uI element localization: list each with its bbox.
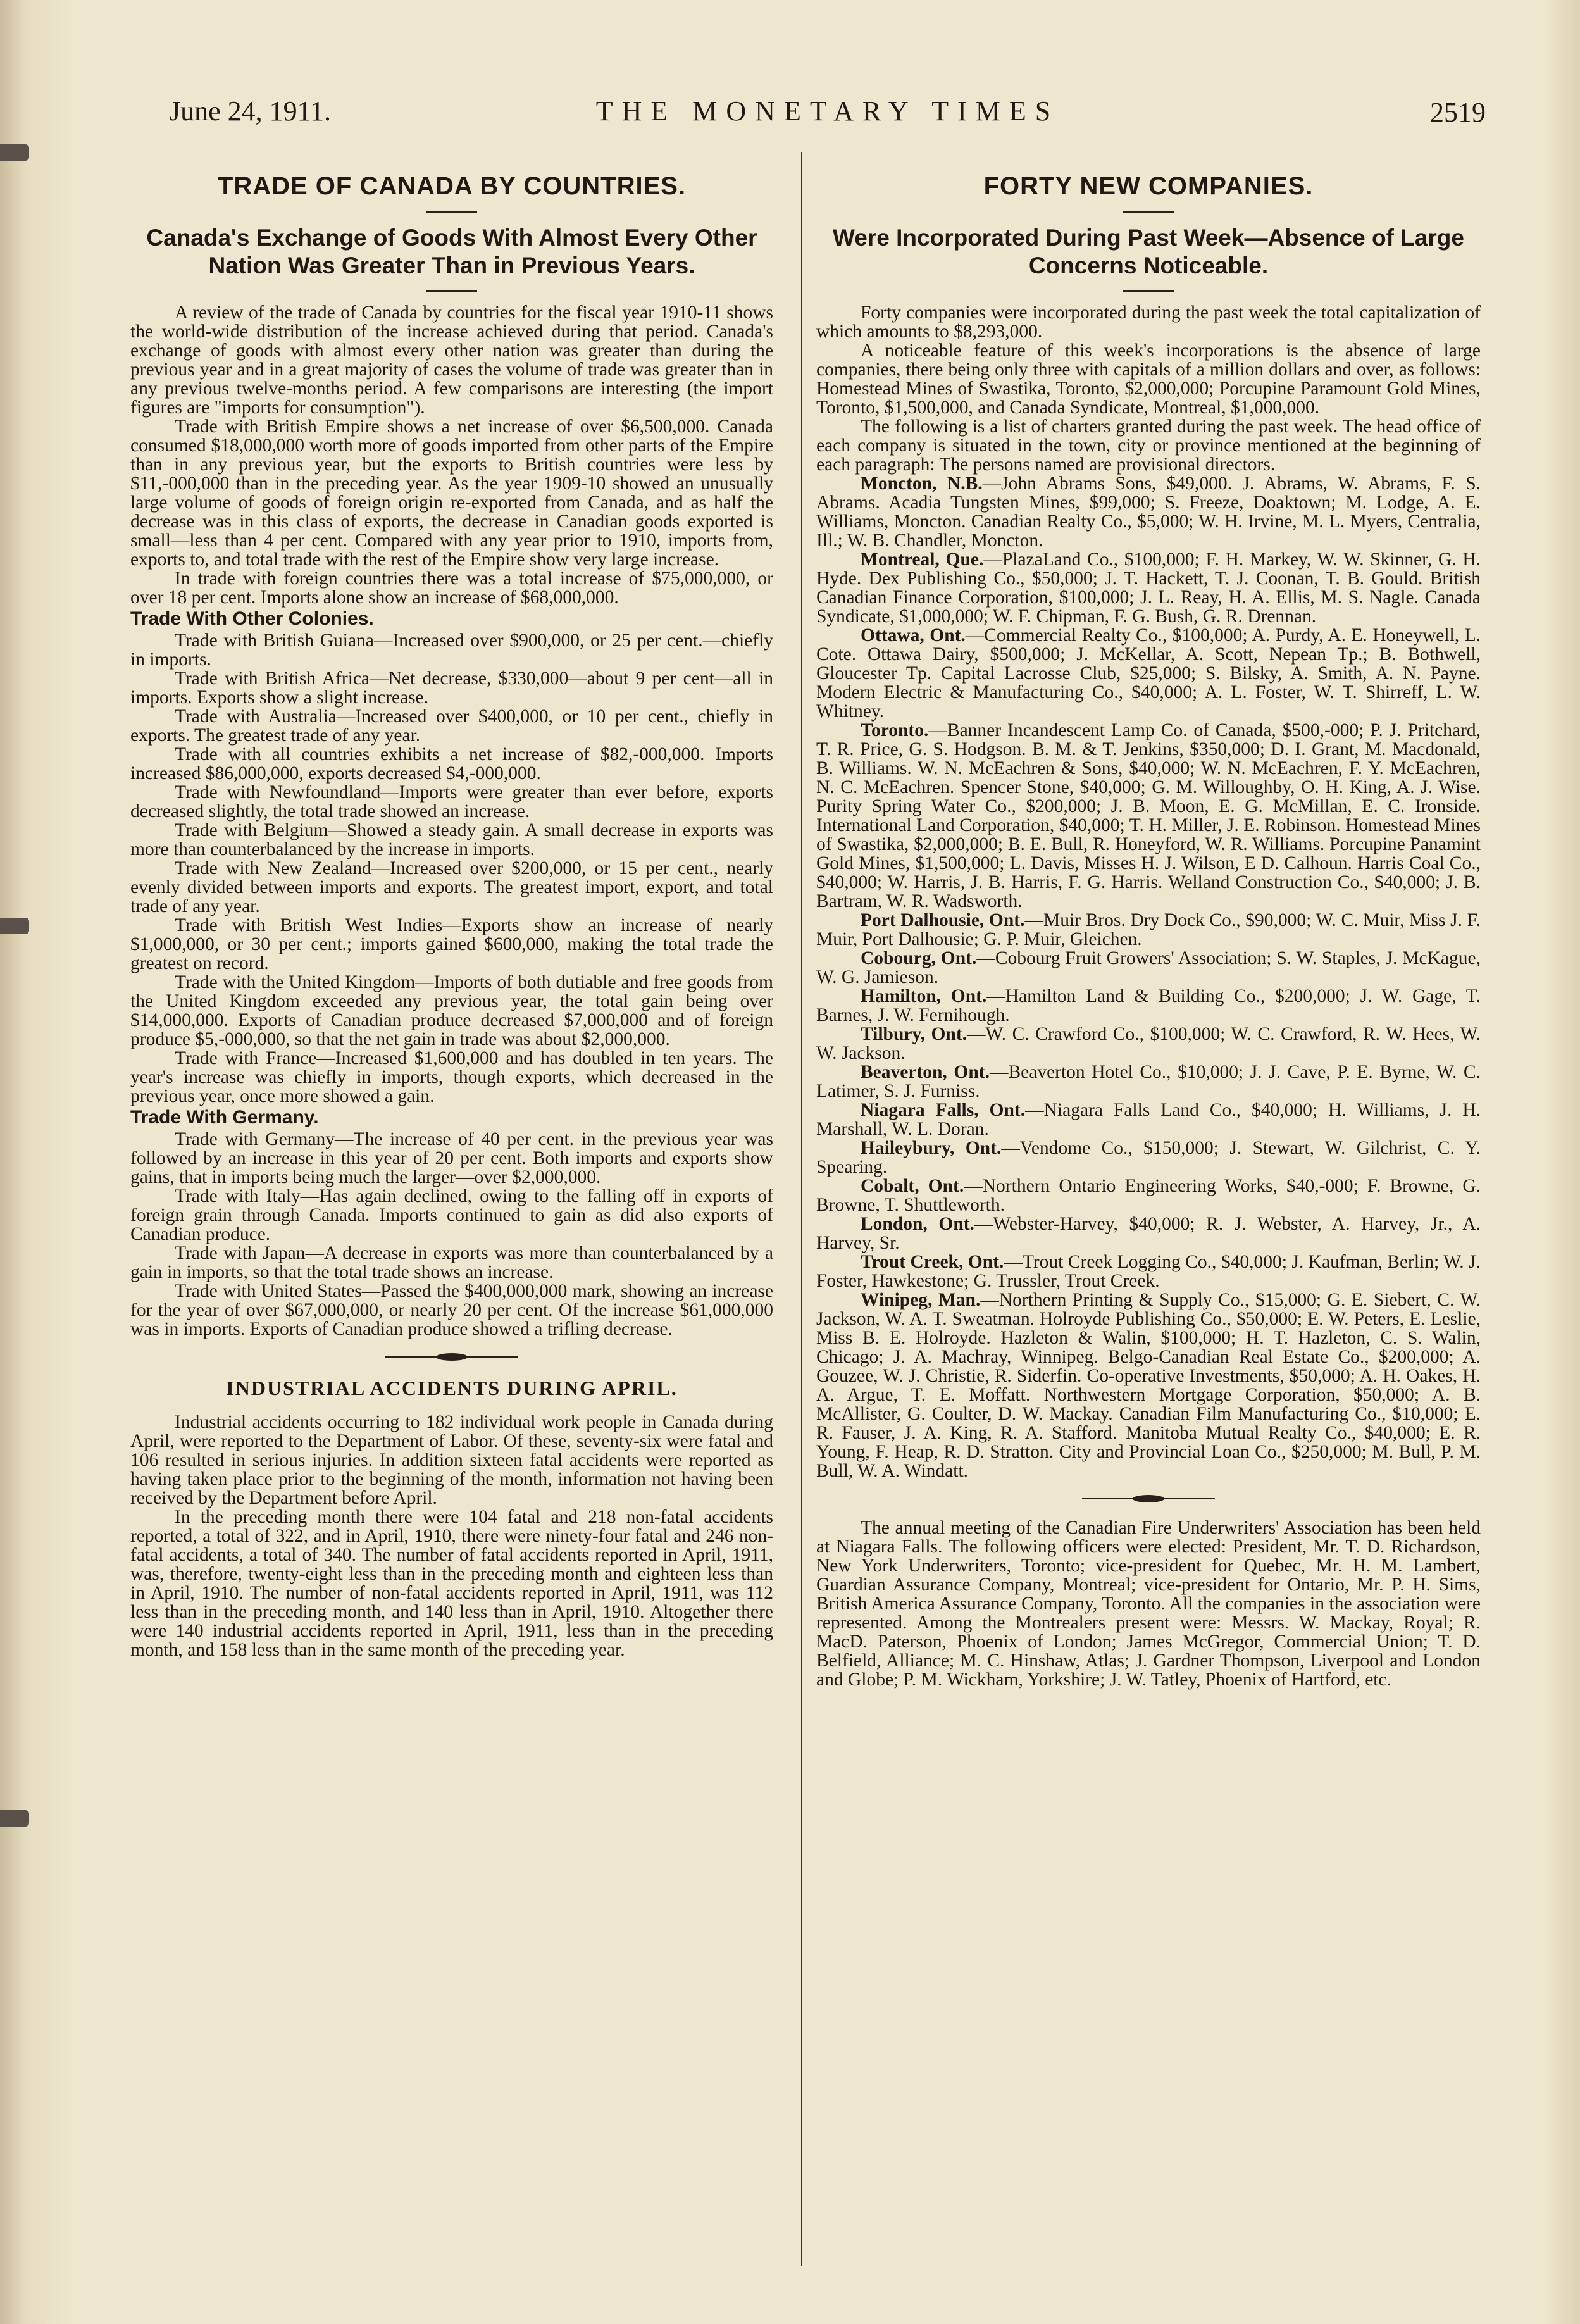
charter-text: —Niagara Falls Land Co., $40,000; H. Williams, J. H. Marshall, W. L. Doran.: [816, 1100, 1481, 1139]
paragraph: The following is a list of charters granted during the past week. The head office of each company is situated in the town, city or province mentioned at the beginning of each paragraph: The persons named are provisional directors.: [816, 416, 1481, 475]
paragraph: Trade with France—Increased $1,600,000 and has doubled in ten years. The year's increase was chiefly in imports, though exports, which decreased in the previous year, once more showed a gain.: [130, 1048, 773, 1106]
column-rule: [801, 152, 802, 2266]
charter-entry: [816, 1101, 1481, 1139]
charter-entry: [816, 987, 1481, 1025]
charter-text: —Northern Ontario Engineering Works, $40,-000; F. Browne, G. Browne, T. Shuttleworth.: [816, 1176, 1481, 1215]
deck-rule: [426, 290, 477, 292]
charter-place: Ottawa, Ont.: [861, 625, 966, 646]
ornamental-divider: [385, 1353, 518, 1361]
paragraph: Trade with British West Indies—Exports show an increase of nearly $1,000,000, or 30 per cent.; imports gained $600,000, making the total trade the greatest on record.: [130, 915, 773, 973]
ornamental-divider: [1082, 1494, 1215, 1503]
charter-text: —Webster-Harvey, $40,000; R. J. Webster, A. Harvey, Jr., A. Harvey, Sr.: [816, 1214, 1481, 1253]
charter-place: Tilbury, Ont.: [861, 1024, 967, 1044]
charter-text: —PlazaLand Co., $100,000; F. H. Markey, W. W. Skinner, G. H. Hyde. Dex Publishing Co., $50,000; J. T. Hackett, T. J. Coonan, T. B. Gould. British Canadian Finance Corporation, $100,000; J. L. Reay, H. A. Ellis, M. S. Nagle. Canada Syndicate, $1,000,000; W. F. Chipman, F. G. Bush, G. R. Drennan.: [816, 549, 1481, 627]
charter-list: [816, 474, 1481, 1480]
heading-rule: [1123, 211, 1174, 213]
charter-place: Cobourg, Ont.: [861, 948, 977, 968]
charter-place: Niagara Falls, Ont.: [861, 1100, 1026, 1120]
paragraph: Trade with Newfoundland—Imports were greater than ever before, exports decreased slightly, the total trade showed an increase.: [130, 782, 773, 822]
charter-text: —Northern Printing & Supply Co., $15,000; G. E. Siebert, C. W. Jackson, W. A. T. Sweatman. Holroyde Publishing Co., $50,000; E. W. Peters, E. Leslie, Miss B. E. Holroyde. Hazleton & Walin, $100,000; H. T. Hazleton, C. S. Walin, Chicago; J. A. Machray, Winnipeg. Belgo-Canadian Real Estate Co., $200,000; A. Gouzee, W. J. Christie, R. Siderfin. Co-operative Investments, $50,000; A. H. Oakes, H. A. Argue, T. E. Moffatt. Northwestern Mortgage Corporation, $50,000; A. B. McAllister, G. Coulter, D. W. Mackay. Canadian Film Manufacturing Co., $10,000; E. R. Fauser, J. A. King, R. A. Stafford. Manitoba Mutual Realty Co., $40,000; E. R. Young, F. Heap, R. D. Stratton. City and Provincial Loan Co., $250,000; M. Bull, P. M. Bull, W. A. Windatt.: [816, 1290, 1481, 1481]
charter-place: Cobalt, Ont.: [861, 1176, 964, 1196]
charter-text: —Trout Creek Logging Co., $40,000; J. Kaufman, Berlin; W. J. Foster, Hawkestone; G. Trussler, Trout Creek.: [816, 1252, 1481, 1291]
charter-entry: [816, 721, 1481, 911]
charter-text: —John Abrams Sons, $49,000. J. Abrams, W. Abrams, F. S. Abrams. Acadia Tungsten Mines, $99,000; S. Freeze, Doaktown; M. Lodge, A. E. Williams, Moncton. Canadian Realty Co., $5,000; W. H. Irvine, M. L. Myers, Centralia, Ill.; W. B. Chandler, Moncton.: [816, 473, 1481, 551]
charter-text: —Vendome Co., $150,000; J. Stewart, W. Gilchrist, C. Y. Spearing.: [816, 1138, 1481, 1177]
charter-place: Trout Creek, Ont.: [861, 1252, 1004, 1272]
paragraph: Trade with New Zealand—Increased over $200,000, or 15 per cent., nearly evenly divided between imports and exports. The greatest import, export, and total trade of any year.: [130, 858, 773, 916]
paragraph: Trade with Germany—The increase of 40 per cent. in the previous year was followed by an increase in this year of 20 per cent. Both imports and exports show gains, that in imports being much the larger—over $2,000,000.: [130, 1129, 773, 1187]
article-deck: Were Incorporated During Past Week—Absence of Large Concerns Noticeable.: [833, 225, 1464, 278]
charter-text: —Cobourg Fruit Growers' Association; S. W. Staples, J. McKague, W. G. Jamieson.: [816, 948, 1481, 987]
charter-entry: [816, 949, 1481, 987]
paragraph: Industrial accidents occurring to 182 individual work people in Canada during April, were reported to the Department of Labor. Of these, seventy-six were fatal and 106 resulted in serious injuries. In addition sixteen fatal accidents were reported as having taken place prior to the beginning of the month, information not having been received by the Department before April.: [130, 1412, 773, 1508]
issue-date: June 24, 1911.: [170, 96, 332, 127]
charter-place: Toronto.: [861, 720, 929, 740]
charter-entry: [816, 474, 1481, 550]
paragraph: Trade with United States—Passed the $400,000,000 mark, showing an increase for the year of over $67,000,000, or nearly 20 per cent. Of the increase $61,000,000 was in imports. Exports of Canadian produce showed a trifling decrease.: [130, 1281, 773, 1339]
paragraph: Trade with British Africa—Net decrease, $330,000—about 9 per cent—all in imports. Exports show a slight increase.: [130, 668, 773, 708]
charter-text: —W. C. Crawford Co., $100,000; W. C. Crawford, R. W. Hees, W. W. Jackson.: [816, 1024, 1481, 1063]
charter-text: —Hamilton Land & Building Co., $200,000; J. W. Gage, T. Barnes, J. W. Fernihough.: [816, 986, 1481, 1025]
charter-place: Port Dalhousie, Ont.: [861, 910, 1025, 930]
subheading: Trade With Germany.: [130, 1107, 319, 1128]
charter-entry: [816, 1063, 1481, 1101]
charter-text: —Banner Incandescent Lamp Co. of Canada, $500,-000; P. J. Pritchard, T. R. Price, G. S. Hodgson. B. M. & T. Jenkins, $350,000; D. I. Grant, M. Macdonald, B. Williams. W. N. McEachren & Sons, $40,000; W. N. McEachren, F. Y. McEachren, N. C. McEachren. Spencer Stone, $40,000; G. M. Willoughby, O. H. King, A. J. Wise. Purity Spring Water Co., $200,000; J. B. Moon, E. G. McMillan, E. C. Ironside. International Land Corporation, $40,000; T. H. Miller, J. E. Robinson. Homestead Mines of Swastika, $2,000,000; B. E. Bull, R. Honeyford, W. R. Williams. Porcupine Panamint Gold Mines, $1,500,000; L. Davis, Misses H. J. Wilson, E D. Calhoun. Harris Coal Co., $40,000; W. Harris, J. B. Harris, F. G. Harris. Welland Construction Co., $40,000; J. B. Bartram, W. R. Wadsworth.: [816, 720, 1481, 911]
paragraph: Trade with Australia—Increased over $400,000, or 10 per cent., chiefly in exports. The greatest trade of any year.: [130, 706, 773, 746]
charter-entry: [816, 911, 1481, 949]
charter-entry: [816, 1215, 1481, 1253]
left-column: [130, 166, 773, 1659]
charter-place: London, Ont.: [861, 1214, 974, 1234]
paragraph: A review of the trade of Canada by countries for the fiscal year 1910-11 shows the world-wide distribution of the increase achieved during that period. Canada's exchange of goods with almost every other nation was greater than during the previous year and in a great majority of cases the volume of trade was greater than in any previous twelve-months period. A few comparisons are interesting (the import figures are "imports for consumption").: [130, 303, 773, 418]
paragraph: In trade with foreign countries there was a total increase of $75,000,000, or over 18 per cent. Imports alone show an increase of $68,000,000.: [130, 568, 773, 608]
article-heading: FORTY NEW COMPANIES.: [983, 172, 1314, 200]
charter-entry: [816, 626, 1481, 721]
page-number: 2519: [1430, 97, 1486, 128]
running-header: [170, 95, 1486, 139]
deck-rule: [1123, 290, 1174, 292]
paragraph: Trade with British Empire shows a net increase of over $6,500,000. Canada consumed $18,000,000 worth more of goods imported from other parts of the Empire than in any previous year, but the exports to British countries were less by $11,-000,000 than in the preceding year. As the year 1909-10 showed an unusually large volume of goods of foreign origin re-exported from Canada, and as half the decrease was in this class of exports, the decrease in Canadian goods exported is small—less than 4 per cent. Compared with any year prior to 1910, imports from, exports to, and total trade with the rest of the Empire show very large increase.: [130, 416, 773, 570]
paragraph: The annual meeting of the Canadian Fire Underwriters' Association has been held at Niagara Falls. The following officers were elected: President, Mr. T. D. Richardson, New York Underwriters, Toronto; vice-president for Quebec, Mr. H. M. Lambert, Guardian Assurance Company, Montreal; vice-president for Ontario, Mr. P. H. Sims, British America Assurance Company, Toronto. All the companies in the association were represented. Among the Montrealers present were: Messrs. W. Mackay, Royal; R. MacD. Paterson, Phoenix of London; James McGregor, Commercial Union; T. D. Belfield, Alliance; M. C. Hinshaw, Atlas; J. Gardner Thompson, Liverpool and London and Globe; P. M. Wickham, Yorkshire; J. W. Tatley, Phoenix of Hartford, etc.: [816, 1518, 1481, 1690]
paragraph: Trade with Belgium—Showed a steady gain. A small decrease in exports was more than counterbalanced by the increase in imports.: [130, 820, 773, 859]
charter-place: Hamilton, Ont.: [861, 986, 987, 1006]
article-deck: Canada's Exchange of Goods With Almost Every Other Nation Was Greater Than in Previous Years.: [146, 225, 757, 278]
charter-text: —Commercial Realty Co., $100,000; A. Purdy, A. E. Honeywell, L. Cote. Ottawa Dairy, $500,000; J. McKellar, A. Scott, Nepean Tp.; B. Bothwell, Gloucester Tp. Capital Lacrosse Club, $25,000; S. Bilsky, A. Smith, A. N. Payne. Modern Electric & Manufacturing Co., $40,000; A. L. Foster, W. T. Shirreff, L. W. Whitney.: [816, 625, 1481, 722]
heading-rule: [426, 211, 477, 213]
charter-entry: [816, 1290, 1481, 1480]
paragraph: Trade with all countries exhibits a net increase of $82,-000,000. Imports increased $86,000,000, exports decreased $4,-000,000.: [130, 744, 773, 784]
charter-entry: [816, 1253, 1481, 1290]
article-heading: INDUSTRIAL ACCIDENTS DURING APRIL.: [226, 1377, 678, 1399]
paragraph: Trade with the United Kingdom—Imports of both dutiable and free goods from the United Kingdom exceeded any previous year, the total gain being over $14,000,000. Exports of Canadian produce decreased $7,000,000 and of foreign produce $5,-000,000, so that the net gain in trade was about $2,000,000.: [130, 972, 773, 1049]
binding-clip: [0, 918, 29, 934]
charter-entry: [816, 1139, 1481, 1177]
charter-place: Beaverton, Ont.: [861, 1062, 990, 1082]
paragraph: A noticeable feature of this week's incorporations is the absence of large companies, there being only three with capitals of a million dollars and over, as follows: Homestead Mines of Swastika, Toronto, $2,000,000; Porcupine Paramount Gold Mines, Toronto, $1,500,000, and Canada Syndicate, Montreal, $1,000,000.: [816, 340, 1481, 418]
charter-entry: [816, 1177, 1481, 1215]
charter-entry: [816, 1025, 1481, 1063]
binding-clip: [0, 1810, 29, 1827]
paragraph: In the preceding month there were 104 fatal and 218 non-fatal accidents reported, a total of 322, and in April, 1910, there were ninety-four fatal and 246 non-fatal accidents, a total of 340. The number of fatal accidents reported in April, 1911, was, therefore, twenty-eight less than in the preceding month and eighteen less than in April, 1910. The number of non-fatal accidents reported in April, 1911, was 112 less than in the preceding month, and 140 less than in April, 1910. Altogether there were 140 industrial accidents reported in April, 1911, less than in the preceding month, and 158 less than in the same month of the preceding year.: [130, 1507, 773, 1660]
paragraph: Forty companies were incorporated during the past week the total capitalization of which amounts to $8,293,000.: [816, 303, 1481, 342]
right-column: [816, 166, 1481, 1689]
paragraph: Trade with British Guiana—Increased over $900,000, or 25 per cent.—chiefly in imports.: [130, 630, 773, 670]
paragraph: Trade with Japan—A decrease in exports was more than counterbalanced by a gain in imports, so that the total trade shows an increase.: [130, 1243, 773, 1282]
binding-clip: [0, 144, 29, 161]
charter-text: —Beaverton Hotel Co., $10,000; J. J. Cave, P. E. Byrne, W. C. Latimer, S. J. Furniss.: [816, 1062, 1481, 1101]
paragraph: Trade with Italy—Has again declined, owing to the falling off in exports of foreign grain through Canada. Imports continued to gain as did also exports of Canadian produce.: [130, 1186, 773, 1244]
charter-place: Moncton, N.B.: [861, 473, 983, 494]
article-heading: TRADE OF CANADA BY COUNTRIES.: [217, 172, 687, 200]
charter-text: —Muir Bros. Dry Dock Co., $90,000; W. C. Muir, Miss J. F. Muir, Port Dalhousie; G. P. Muir, Gleichen.: [816, 910, 1481, 949]
charter-place: Haileybury, Ont.: [861, 1138, 1002, 1158]
charter-place: Montreal, Que.: [861, 549, 984, 570]
charter-place: Winipeg, Man.: [861, 1290, 981, 1310]
subheading: Trade With Other Colonies.: [130, 608, 374, 629]
charter-entry: [816, 550, 1481, 626]
publication-title: THE MONETARY TIMES: [595, 96, 1060, 127]
